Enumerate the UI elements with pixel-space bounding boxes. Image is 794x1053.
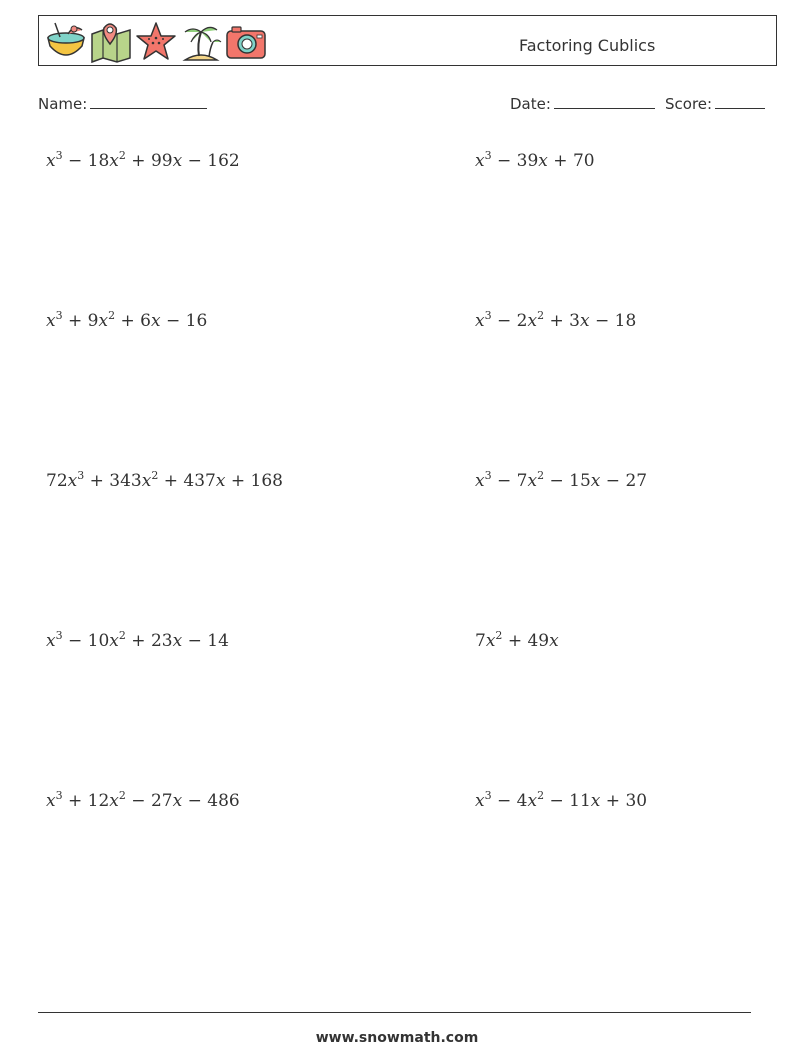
- term-operator: −: [62, 631, 88, 651]
- term-coefficient: 14: [207, 631, 229, 651]
- term-operator: +: [115, 311, 141, 331]
- term-variable: x: [215, 471, 226, 491]
- term-coefficient: 16: [185, 311, 208, 331]
- polynomial-term: [63, 791, 126, 811]
- term-coefficient: 72: [46, 471, 68, 491]
- term-variable: x: [98, 311, 109, 331]
- polynomial-term: [492, 151, 548, 171]
- term-exponent: 2: [118, 789, 126, 802]
- term-exponent: 2: [495, 629, 503, 642]
- term-variable: x: [527, 311, 538, 331]
- polynomial-term: [225, 471, 283, 491]
- term-exponent: 3: [55, 309, 63, 322]
- camera-icon: [224, 20, 268, 64]
- term-coefficient: 6: [140, 311, 151, 331]
- term-variable: x: [141, 471, 152, 491]
- polynomial-term: [182, 631, 229, 651]
- term-coefficient: 7: [475, 631, 486, 651]
- term-variable: x: [46, 311, 56, 331]
- term-operator: +: [225, 471, 251, 491]
- term-variable: x: [475, 471, 485, 491]
- term-operator: −: [544, 791, 570, 811]
- term-exponent: 3: [55, 789, 63, 802]
- term-variable: x: [475, 151, 485, 171]
- term-variable: x: [172, 151, 183, 171]
- term-exponent: 3: [484, 789, 492, 802]
- polynomial-term: [492, 791, 544, 811]
- term-exponent: 3: [55, 629, 63, 642]
- term-coefficient: 2: [516, 311, 528, 331]
- footer-url[interactable]: www.snowmath.com: [315, 1030, 479, 1046]
- name-field[interactable]: [38, 92, 207, 113]
- term-variable: x: [538, 151, 548, 171]
- term-exponent: 3: [484, 309, 492, 322]
- polynomial-term: [46, 471, 84, 491]
- polynomial-term: [475, 471, 492, 491]
- polynomial-term: [475, 631, 502, 651]
- problem-5: [46, 471, 283, 491]
- polynomial-term: [544, 311, 589, 331]
- term-coefficient: 18: [614, 311, 637, 331]
- problem-2: [475, 151, 595, 171]
- problem-9: [46, 791, 240, 811]
- score-field[interactable]: [665, 92, 765, 113]
- polynomial-term: [590, 311, 637, 331]
- term-variable: x: [109, 151, 119, 171]
- term-operator: −: [600, 471, 626, 491]
- term-operator: +: [600, 791, 626, 811]
- polynomial-term: [544, 471, 600, 491]
- term-operator: +: [544, 311, 570, 331]
- term-operator: +: [125, 631, 151, 651]
- term-exponent: 2: [118, 149, 126, 162]
- term-variable: x: [549, 631, 559, 651]
- starfish-icon: [134, 20, 178, 64]
- term-variable: x: [46, 631, 56, 651]
- term-coefficient: 486: [207, 791, 240, 811]
- term-exponent: 3: [484, 469, 492, 482]
- term-operator: −: [182, 151, 208, 171]
- term-exponent: 3: [484, 149, 492, 162]
- term-operator: −: [491, 311, 517, 331]
- polynomial-term: [63, 311, 115, 331]
- term-coefficient: 11: [569, 791, 591, 811]
- term-coefficient: 15: [569, 471, 591, 491]
- coconut-drink-icon: [44, 20, 88, 64]
- problem-10: [475, 791, 647, 811]
- term-coefficient: 99: [150, 151, 173, 171]
- term-operator: −: [62, 151, 88, 171]
- term-operator: −: [491, 471, 517, 491]
- date-label: Date:: [510, 95, 551, 113]
- polynomial-term: [126, 791, 182, 811]
- term-variable: x: [475, 311, 485, 331]
- term-operator: −: [491, 791, 517, 811]
- term-coefficient: 27: [625, 471, 648, 491]
- term-coefficient: 12: [87, 791, 110, 811]
- term-exponent: 2: [151, 469, 159, 482]
- polynomial-term: [600, 471, 647, 491]
- term-operator: +: [158, 471, 184, 491]
- term-variable: x: [172, 631, 183, 651]
- term-variable: x: [172, 791, 183, 811]
- term-coefficient: 3: [569, 311, 580, 331]
- term-exponent: 2: [537, 469, 545, 482]
- term-variable: x: [150, 311, 161, 331]
- term-operator: +: [62, 311, 88, 331]
- map-pin-icon: [89, 20, 133, 64]
- term-coefficient: 49: [527, 631, 550, 651]
- term-variable: x: [527, 471, 538, 491]
- header-icons: [44, 20, 268, 64]
- term-coefficient: 437: [183, 471, 216, 491]
- term-operator: −: [182, 791, 208, 811]
- term-operator: +: [62, 791, 88, 811]
- polynomial-term: [492, 311, 544, 331]
- polynomial-term: [126, 151, 182, 171]
- polynomial-term: [544, 791, 600, 811]
- term-exponent: 2: [118, 629, 126, 642]
- date-blank[interactable]: [554, 92, 655, 109]
- name-blank[interactable]: [90, 92, 207, 109]
- term-coefficient: 39: [516, 151, 539, 171]
- term-exponent: 3: [55, 149, 63, 162]
- term-exponent: 2: [537, 789, 545, 802]
- polynomial-term: [548, 151, 595, 171]
- term-operator: +: [547, 151, 573, 171]
- term-operator: +: [84, 471, 110, 491]
- term-coefficient: 23: [150, 631, 173, 651]
- term-variable: x: [475, 791, 485, 811]
- problem-3: [46, 311, 207, 331]
- term-coefficient: 18: [87, 151, 110, 171]
- term-operator: −: [491, 151, 517, 171]
- term-coefficient: 70: [572, 151, 595, 171]
- polynomial-term: [502, 631, 558, 651]
- name-label: Name:: [38, 95, 88, 113]
- worksheet-header: [38, 15, 777, 66]
- term-operator: −: [544, 471, 570, 491]
- polynomial-term: [161, 311, 208, 331]
- term-variable: x: [590, 791, 601, 811]
- polynomial-term: [182, 151, 240, 171]
- term-variable: x: [527, 791, 538, 811]
- polynomial-term: [600, 791, 647, 811]
- term-coefficient: 27: [150, 791, 173, 811]
- term-variable: x: [109, 631, 119, 651]
- date-field[interactable]: [510, 92, 655, 113]
- polynomial-term: [475, 151, 492, 171]
- polynomial-term: [46, 631, 63, 651]
- polynomial-term: [182, 791, 240, 811]
- term-operator: +: [502, 631, 528, 651]
- polynomial-term: [126, 631, 182, 651]
- term-variable: x: [46, 151, 56, 171]
- term-variable: x: [109, 791, 119, 811]
- polynomial-term: [84, 471, 158, 491]
- term-variable: x: [579, 311, 590, 331]
- term-coefficient: 30: [625, 791, 648, 811]
- polynomial-term: [46, 311, 63, 331]
- polynomial-term: [492, 471, 544, 491]
- polynomial-term: [46, 151, 63, 171]
- problem-4: [475, 311, 636, 331]
- score-label: Score:: [665, 95, 713, 113]
- term-coefficient: 162: [207, 151, 240, 171]
- problem-8: [475, 631, 559, 651]
- term-operator: −: [182, 631, 208, 651]
- term-coefficient: 10: [87, 631, 110, 651]
- polynomial-term: [475, 311, 492, 331]
- term-exponent: 3: [77, 469, 85, 482]
- polynomial-term: [115, 311, 160, 331]
- footer-divider: [38, 1012, 751, 1013]
- term-coefficient: 168: [250, 471, 283, 491]
- term-operator: −: [589, 311, 615, 331]
- polynomial-term: [46, 791, 63, 811]
- term-variable: x: [67, 471, 78, 491]
- term-variable: x: [46, 791, 56, 811]
- term-operator: −: [160, 311, 186, 331]
- problem-7: [46, 631, 229, 651]
- term-operator: +: [125, 151, 151, 171]
- problem-1: [46, 151, 240, 171]
- term-exponent: 2: [108, 309, 116, 322]
- palm-island-icon: [179, 20, 223, 64]
- polynomial-term: [63, 631, 126, 651]
- term-coefficient: 343: [109, 471, 142, 491]
- term-coefficient: 7: [516, 471, 528, 491]
- polynomial-term: [158, 471, 225, 491]
- term-variable: x: [485, 631, 496, 651]
- term-operator: −: [125, 791, 151, 811]
- polynomial-term: [475, 791, 492, 811]
- score-blank[interactable]: [715, 92, 765, 109]
- problem-6: [475, 471, 647, 491]
- term-variable: x: [590, 471, 601, 491]
- term-coefficient: 4: [516, 791, 528, 811]
- worksheet-title: Factoring Cublics: [519, 36, 656, 55]
- term-exponent: 2: [537, 309, 545, 322]
- term-coefficient: 9: [87, 311, 99, 331]
- polynomial-term: [63, 151, 126, 171]
